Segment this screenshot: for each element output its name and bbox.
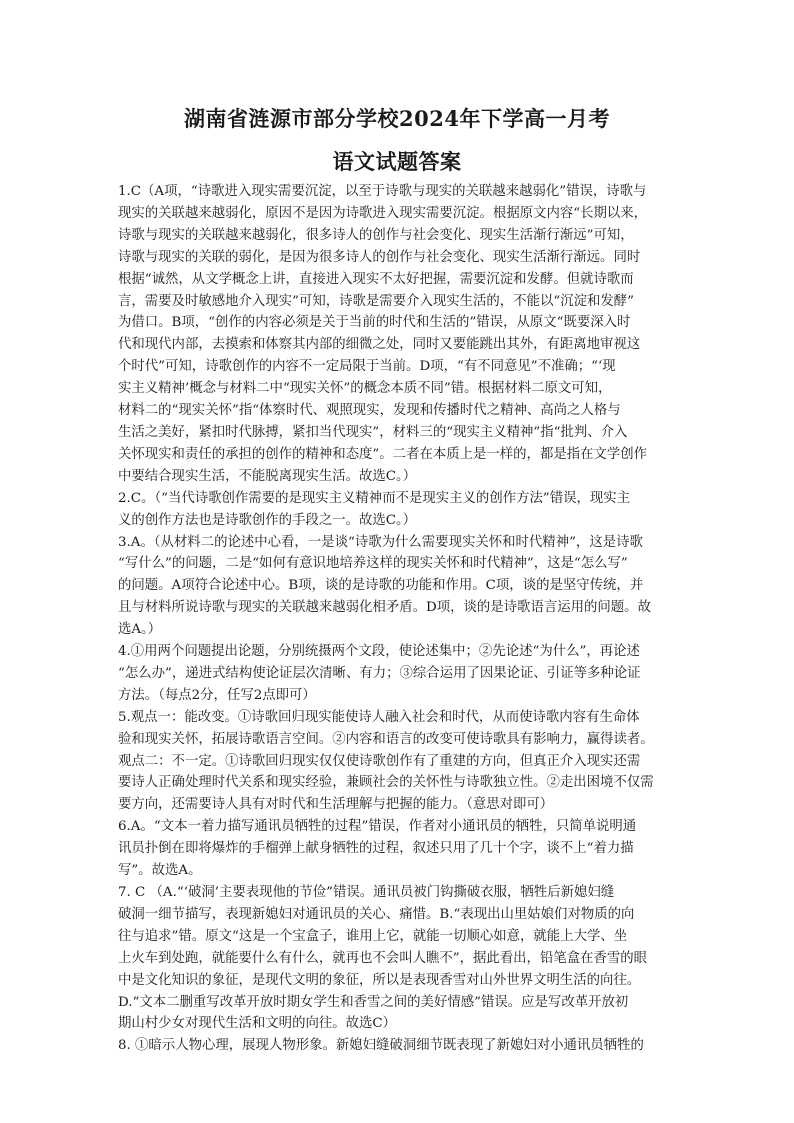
answer-line: 2.C。（“当代诗歌创作需要的是现实主义精神而不是现实主义的创作方法”错误，现实主 xyxy=(118,490,631,506)
document-title: 湖南省涟源市部分学校2024年下学高一月考 xyxy=(184,106,610,131)
answer-line: 实主义精神’概念与材料二中“现实关怀”的概念本质不同”错。根据材料二原文可知， xyxy=(118,381,612,397)
answer-line: 要诗人正确处理时代关系和现实经验，兼顾社会的关怀性与诗歌独立性。②走出困境不仅需 xyxy=(118,775,654,791)
answer-line: “写什么”的问题，二是“如何有意识地培养这样的现实关怀和时代精神”，这是“怎么写” xyxy=(118,556,628,572)
answer-line: 5.观点一：能改变。①诗歌回归现实能使诗人融入社会和时代，从而使诗歌内容有生命体 xyxy=(118,709,640,725)
answer-line: 观点二：不一定。①诗歌回归现实仅仅使诗歌创作有了重建的方向，但真正介入现实还需 xyxy=(118,753,641,769)
answer-line: 诗歌与现实的关联的弱化，是因为很多诗人的创作与社会变化、现实生活渐行渐远。同时 xyxy=(118,249,641,265)
answer-line: 上火车到处跑，就能要什么有什么，就再也不会叫人瞧不”，据此看出，铅笔盒在香雪的眼 xyxy=(118,950,648,966)
answer-line: 现实的关联越来越弱化，原因不是因为诗歌进入现实需要沉淀。根据原文内容“长期以来， xyxy=(118,205,648,221)
answer-line: 关怀现实和责任的承担的创作的精神和态度”。二者在本质上是一样的，都是指在文学创作 xyxy=(118,446,648,462)
answer-line: 方法。（每点2分，任写2点即可） xyxy=(118,687,316,703)
answer-line: 破洞一细节描写，表现新媳妇对通讯员的关心、痛惜。B.“表现出山里姑娘们对物质的向 xyxy=(118,906,635,922)
answer-line: 义的创作方法也是诗歌创作的手段之一。故选C。） xyxy=(118,512,417,528)
answer-line: 根据“诚然，从文学概念上讲，直接进入现实不太好把握，需要沉淀和发酵。但就诗歌而 xyxy=(118,271,634,287)
answer-line: 要方向，还需要诗人具有对时代和生活理解与把握的能力。（意思对即可） xyxy=(118,797,554,813)
answer-line: 8. ①暗示人物心理，展现人物形象。新媳妇缝破洞细节既表现了新媳妇对小通讯员牺牲的 xyxy=(118,1038,644,1054)
answer-line: 言，需要及时敏感地介入现实”可知，诗歌是需要介入现实生活的，不能以“沉淀和发酵” xyxy=(118,293,634,309)
answer-line: 7. C （A.“‘破洞’主要表现他的节俭”错误。通讯员被门钩撕破衣服，牺牲后新媳妇缝 xyxy=(118,885,615,900)
answer-line: D.“文本二删重写改革开放时期女学生和香雪之间的美好情感”错误。应是写改革开放初 xyxy=(118,994,629,1010)
answer-line: 验和现实关怀，拓展诗歌语言空间。②内容和语言的改变可使诗歌具有影响力，赢得读者。 xyxy=(118,731,654,747)
answer-line: 的问题。A项符合论述中心。B项，谈的是诗歌的功能和作用。C项，谈的是坚守传统，并 xyxy=(118,578,644,594)
answer-line: “怎么办”，递进式结构使论证层次清晰、有力；③综合运用了因果论证、引证等多种论证 xyxy=(118,665,641,681)
answer-line: 3.A。（从材料二的论述中心看，一是谈“诗歌为什么需要现实关怀和时代精神”，这是诗歌 xyxy=(118,534,643,550)
answer-line: 6.A。“文本一着力描写通讯员牺牲的过程”错误，作者对小通讯员的牺牲，只简单说明通 xyxy=(118,819,637,835)
answer-line: 材料二的“现实关怀”指“体察时代、观照现实，发现和传播时代之精神、高尚之人格与 xyxy=(118,403,621,419)
answer-line: 期山村少女对现代生活和文明的向往。故选C） xyxy=(118,1016,397,1032)
answer-line: 中是文化知识的象征，是现代文明的象征，所以是表现香雪对山外世界文明生活的向往。 xyxy=(118,972,641,988)
document-subtitle: 语文试题答案 xyxy=(332,149,462,174)
answer-line: 且与材料所说诗歌与现实的关联越来越弱化相矛盾。D项，谈的是诗歌语言运用的问题。故 xyxy=(118,600,651,616)
answer-line: 讯员扑倒在即将爆炸的手榴弹上献身牺牲的过程，叙述只用了几十个字，谈不上“着力描 xyxy=(118,841,634,857)
answer-line: 1.C（A项，“诗歌进入现实需要沉淀，以至于诗歌与现实的关联越来越弱化”错误，诗歌与 xyxy=(118,184,647,199)
answer-body xyxy=(118,181,684,1057)
answer-line: 生活之美好，紧扣时代脉搏，紧扣当代现实”，材料三的“现实主义精神”指“批判、介入 xyxy=(118,424,628,440)
answer-line: 选A。） xyxy=(118,622,162,638)
answer-line: 4.①用两个问题提出论题，分别统摄两个文段，使论述集中；②先论述“为什么”，再论述 xyxy=(118,644,640,660)
answer-line: 写”。故选A。 xyxy=(118,863,202,879)
answer-line: 代和现代内部，去摸索和体察其内部的细微之处，同时又要能跳出其外，有距离地审视这 xyxy=(118,337,641,353)
answer-line: 往与追求”错。原文“这是一个宝盒子，谁用上它，就能一切顺心如意，就能上大学、坐 xyxy=(118,928,628,944)
answer-line: 为借口。B项，“创作的内容必须是关于当前的时代和生活的”错误，从原文“既要深入时 xyxy=(118,315,631,331)
answer-line: 诗歌与现实的关联越来越弱化，很多诗人的创作与社会变化、现实生活渐行渐远”可知， xyxy=(118,227,634,243)
answer-line: 个时代”可知，诗歌创作的内容不一定局限于当前。D项，“有不同意见”不准确；“‘现 xyxy=(118,359,616,375)
answer-line: 中要结合现实生活，不能脱离现实生活。故选C。） xyxy=(118,468,417,484)
